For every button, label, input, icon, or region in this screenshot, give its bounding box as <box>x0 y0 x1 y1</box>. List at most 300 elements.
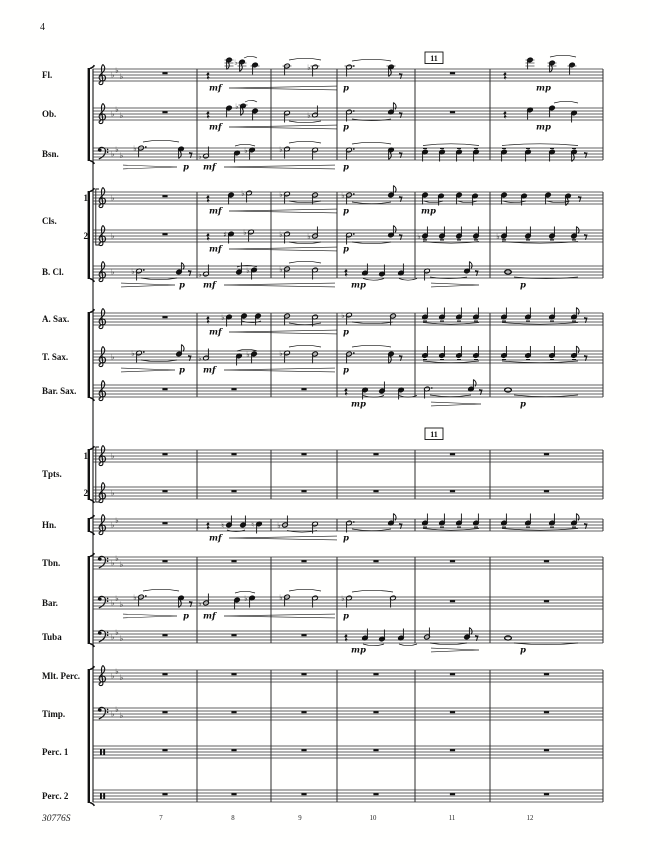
accidental: ♭ <box>307 231 311 241</box>
accidental: ♭ <box>279 144 283 154</box>
sub-bracket <box>96 447 99 502</box>
dynamic-p: p <box>343 83 349 94</box>
whole-rest <box>301 388 306 390</box>
staff-asx <box>42 308 603 338</box>
slur <box>352 345 391 347</box>
whole-rest <box>373 793 378 795</box>
key-signature-flat: ♭ <box>111 709 115 719</box>
accidental: ♭ <box>341 190 345 200</box>
bracket-hook-top <box>90 446 94 449</box>
instrument-label-ob: Ob. <box>42 109 57 119</box>
bracket-hook-top <box>90 309 94 312</box>
key-signature-flat: ♭ <box>111 451 115 461</box>
slur <box>352 590 393 592</box>
staff-tp1 <box>84 445 604 465</box>
accidental: ♭ <box>341 310 345 320</box>
whole-rest <box>301 749 306 751</box>
page-number: 4 <box>40 22 45 33</box>
sub-bracket <box>96 189 99 245</box>
instrument-label-tsx: T. Sax. <box>42 352 69 362</box>
whole-rest <box>162 634 167 636</box>
crescendo-hairpin <box>229 125 337 127</box>
staff-tbn <box>42 554 603 569</box>
whole-rest <box>450 490 455 492</box>
instrument-label-asx: A. Sax. <box>42 314 70 324</box>
group-bracket <box>88 312 90 398</box>
group-bracket <box>88 556 90 644</box>
quarter-rest <box>206 315 210 323</box>
key-signature-flat: ♭ <box>115 105 119 114</box>
bracket-hook-bottom <box>90 398 94 401</box>
dynamic-mf: mf <box>209 83 222 94</box>
bracket-hook-top <box>90 65 94 68</box>
dynamic-mf: mf <box>203 365 216 376</box>
staff-number-tp1: 1 <box>83 451 88 461</box>
crescendo-hairpin <box>229 536 337 538</box>
accidental: ♭ <box>279 189 283 199</box>
instrument-label-mpc: Mlt. Perc. <box>42 671 81 681</box>
accidental: ♭ <box>131 266 135 276</box>
instrument-label-hn: Hn. <box>42 520 57 530</box>
accidental: ♭ <box>235 101 239 111</box>
staff-mpc <box>42 665 603 685</box>
accidental: ♭ <box>221 312 225 322</box>
slur <box>245 100 257 102</box>
accidental: ♭ <box>307 62 311 72</box>
whole-rest <box>450 453 455 455</box>
accidental: ♭ <box>279 592 283 602</box>
instrument-label-bsx: Bar. Sax. <box>42 386 77 396</box>
staff-bsx <box>42 380 603 410</box>
staff-bcl <box>42 261 603 290</box>
whole-rest <box>301 453 306 455</box>
instrument-label-bsn: Bsn. <box>42 149 59 159</box>
dynamic-mf: mf <box>209 327 222 338</box>
key-signature-flat: ♭ <box>115 705 119 714</box>
dynamic-p: p <box>520 280 526 291</box>
treble-clef-icon <box>99 308 105 328</box>
slur <box>289 345 321 347</box>
dynamic-mf: mf <box>209 244 222 255</box>
whole-rest <box>162 522 167 524</box>
whole-rest <box>301 711 306 713</box>
instrument-label-pc2: Perc. 2 <box>42 791 69 801</box>
decrescendo-hairpin <box>123 165 177 167</box>
accidental: ♭ <box>243 227 247 237</box>
whole-rest <box>301 673 306 675</box>
dynamic-p: p <box>343 533 349 544</box>
dynamic-p: p <box>183 611 189 622</box>
whole-rest <box>544 490 549 492</box>
accidental: ♭ <box>241 188 245 198</box>
whole-rest <box>544 793 549 795</box>
key-signature-flat: ♭ <box>115 554 119 563</box>
key-signature-flat: ♭ <box>119 560 124 569</box>
whole-rest <box>450 711 455 713</box>
treble-clef-icon <box>99 103 105 123</box>
slur <box>289 121 321 123</box>
measure-number: 10 <box>369 815 377 822</box>
accidental: ♭ <box>133 143 137 153</box>
accidental: ♭ <box>244 593 248 603</box>
slur <box>399 279 417 281</box>
key-signature-flat: ♭ <box>111 598 115 608</box>
slur <box>550 55 576 57</box>
decrescendo-hairpin <box>123 614 177 616</box>
slur <box>423 529 479 531</box>
accidental: ♭ <box>496 231 500 241</box>
accidental: ♮ <box>221 520 224 530</box>
measure-number: 11 <box>448 815 456 822</box>
dynamic-mf: mf <box>209 122 222 133</box>
staff-bsn <box>42 140 603 172</box>
quarter-rest <box>344 268 348 276</box>
accidental: ♭ <box>246 265 250 275</box>
key-signature-flat: ♭ <box>115 628 119 637</box>
accidental: ♭ <box>133 592 137 602</box>
slur <box>514 395 578 397</box>
whole-rest <box>162 560 167 562</box>
treble-clef-icon <box>99 380 105 400</box>
whole-rest <box>450 111 455 113</box>
key-signature-flat: ♭ <box>115 516 119 525</box>
staff-number-tp2: 2 <box>83 488 88 498</box>
staff-number-cl1: 1 <box>83 193 88 203</box>
accidental: ♭ <box>244 145 248 155</box>
instrument-group-label: Cls. <box>42 216 57 226</box>
whole-rest <box>231 711 236 713</box>
quarter-rest <box>206 110 210 118</box>
quarter-rest <box>344 387 348 395</box>
bracket-hook-bottom <box>90 644 94 647</box>
whole-rest <box>373 749 378 751</box>
slur <box>423 361 479 363</box>
dynamic-mp: mp <box>421 206 436 217</box>
key-signature-flat: ♭ <box>111 267 115 277</box>
dynamic-mp: mp <box>536 83 551 94</box>
staff-number-cl2: 2 <box>83 231 88 241</box>
dynamic-p: p <box>179 280 185 291</box>
slur <box>423 323 479 325</box>
key-signature-flat: ♭ <box>111 70 115 80</box>
decrescendo-hairpin <box>431 283 479 285</box>
slur <box>502 529 578 531</box>
whole-rest <box>162 388 167 390</box>
whole-rest <box>231 673 236 675</box>
quarter-rest <box>344 633 348 641</box>
slur <box>289 58 321 60</box>
slur <box>423 144 479 146</box>
bracket-hook-top <box>90 666 94 669</box>
key-signature-flat: ♭ <box>115 145 119 154</box>
bracket-hook-top <box>90 188 94 191</box>
accidental: ♭ <box>279 229 283 239</box>
whole-note <box>505 636 512 640</box>
slur <box>352 142 391 144</box>
dynamic-mp: mp <box>536 122 551 133</box>
dynamic-mp: mp <box>351 645 366 656</box>
slur <box>143 589 179 591</box>
treble-clef-icon <box>99 64 105 84</box>
crescendo-hairpin <box>229 86 337 88</box>
dynamic-mf: mf <box>209 206 222 217</box>
accidental: ♭ <box>246 349 250 359</box>
key-signature-flat: ♭ <box>119 111 124 120</box>
instrument-label-bar: Bar. <box>42 598 58 608</box>
whole-rest <box>162 72 167 74</box>
group-bracket <box>88 68 90 161</box>
treble-clef-icon <box>99 445 105 465</box>
staff-tba <box>42 628 603 656</box>
whole-rest <box>544 453 549 455</box>
decrescendo-hairpin <box>431 648 479 650</box>
accidental: ♭ <box>279 348 283 358</box>
accidental: ♭ <box>277 520 281 530</box>
dynamic-p: p <box>343 611 349 622</box>
slur <box>363 279 384 281</box>
slur <box>289 589 321 591</box>
treble-clef-icon <box>99 261 105 281</box>
slur <box>289 141 321 143</box>
whole-rest <box>301 490 306 492</box>
whole-rest <box>162 793 167 795</box>
whole-rest <box>162 711 167 713</box>
crescendo-hairpin <box>224 368 335 370</box>
accidental: ♭ <box>234 57 238 67</box>
whole-rest <box>231 388 236 390</box>
whole-rest <box>162 111 167 113</box>
key-signature-flat: ♭ <box>111 671 115 681</box>
slur <box>502 323 578 325</box>
accidental: ♭ <box>198 353 202 363</box>
staff-pc1 <box>42 746 603 758</box>
staff-cl1 <box>84 186 604 217</box>
rehearsal-mark-label: 11 <box>430 429 438 439</box>
staff-tmp <box>42 705 603 720</box>
dynamic-p: p <box>343 122 349 133</box>
dynamic-mp: mp <box>351 399 366 410</box>
staff-cl2 <box>84 225 604 254</box>
plate-number: 30776S <box>42 814 71 824</box>
accidental: ♭ <box>279 264 283 274</box>
key-signature-flat: ♭ <box>119 72 124 81</box>
whole-rest <box>231 634 236 636</box>
slur <box>399 644 417 646</box>
whole-rest <box>450 673 455 675</box>
whole-rest <box>162 673 167 675</box>
slur <box>502 144 578 146</box>
dynamic-mf: mf <box>209 533 222 544</box>
group-bracket <box>88 518 90 532</box>
slur <box>352 529 391 531</box>
dynamic-mp: mp <box>351 280 366 291</box>
dynamic-p: p <box>343 244 349 255</box>
accidental: ♭ <box>198 598 202 608</box>
key-signature-flat: ♭ <box>115 66 119 75</box>
quarter-rest <box>206 71 210 79</box>
rehearsal-mark-label: 11 <box>430 53 438 63</box>
bracket-hook-bottom <box>90 161 94 164</box>
measure-number: 7 <box>159 815 163 822</box>
whole-rest <box>162 490 167 492</box>
dynamic-mf: mf <box>203 611 216 622</box>
staff-hn <box>42 514 603 544</box>
whole-rest <box>450 749 455 751</box>
whole-rest <box>373 711 378 713</box>
crescendo-hairpin <box>224 614 335 616</box>
whole-rest <box>450 560 455 562</box>
slur <box>430 395 471 397</box>
measure-number: 8 <box>231 815 235 822</box>
dynamic-p: p <box>343 365 349 376</box>
staff-bar <box>42 589 603 621</box>
slur <box>235 591 255 593</box>
dynamic-p: p <box>183 162 189 173</box>
crescendo-hairpin <box>229 209 337 211</box>
key-signature-flat: ♭ <box>111 352 115 362</box>
dynamic-p: p <box>520 399 526 410</box>
slur <box>352 59 391 61</box>
slur <box>289 323 321 325</box>
key-signature-flat: ♭ <box>119 673 124 682</box>
quarter-rest <box>206 194 210 202</box>
crescendo-hairpin <box>229 330 337 332</box>
staff-ob <box>42 100 603 132</box>
percussion-clef-icon <box>100 793 102 799</box>
whole-rest <box>231 749 236 751</box>
treble-clef-icon <box>99 346 105 366</box>
accidental: ♭ <box>341 593 345 603</box>
whole-rest <box>231 490 236 492</box>
whole-rest <box>301 793 306 795</box>
quarter-rest <box>206 521 210 529</box>
key-signature-flat: ♭ <box>119 600 124 609</box>
key-signature-flat: ♭ <box>119 711 124 720</box>
treble-clef-icon <box>99 187 105 207</box>
bracket-hook-bottom <box>90 803 94 806</box>
whole-rest <box>544 749 549 751</box>
slur <box>244 56 257 58</box>
whole-rest <box>231 453 236 455</box>
whole-rest <box>162 749 167 751</box>
accidental: ♭ <box>198 269 202 279</box>
staff-tsx <box>42 345 603 376</box>
treble-clef-icon <box>99 482 105 502</box>
dynamic-p: p <box>343 327 349 338</box>
whole-rest <box>373 490 378 492</box>
crescendo-hairpin <box>229 247 337 249</box>
accidental: ♮ <box>251 519 254 529</box>
whole-rest <box>301 634 306 636</box>
whole-note <box>505 388 512 392</box>
accidental: ♯ <box>223 229 227 239</box>
whole-rest <box>544 673 549 675</box>
whole-rest <box>162 233 167 235</box>
treble-clef-icon <box>99 514 105 534</box>
decrescendo-hairpin <box>121 368 175 370</box>
decrescendo-hairpin <box>121 283 175 285</box>
instrument-label-tba: Tuba <box>42 632 62 642</box>
whole-rest <box>231 793 236 795</box>
instrument-label-pc1: Perc. 1 <box>42 747 69 757</box>
key-signature-flat: ♭ <box>119 634 124 643</box>
bracket-hook-top <box>90 553 94 556</box>
dynamic-p: p <box>520 645 526 656</box>
accidental: ♭ <box>307 110 311 120</box>
whole-rest <box>301 560 306 562</box>
accidental: ♭ <box>198 151 202 161</box>
slur <box>352 202 391 204</box>
instrument-label-fl: Fl. <box>42 70 53 80</box>
staff-pc2 <box>42 790 603 802</box>
quarter-rest <box>503 110 507 118</box>
whole-rest <box>373 673 378 675</box>
whole-rest <box>544 711 549 713</box>
dynamic-p: p <box>179 365 185 376</box>
decrescendo-hairpin <box>431 402 481 404</box>
instrument-label-tbn: Tbn. <box>42 558 61 568</box>
instrument-group-label: Tpts. <box>42 469 62 479</box>
instrument-label-tmp: Timp. <box>42 709 66 719</box>
measure-number: 9 <box>298 815 302 822</box>
accidental: ♭ <box>131 348 135 358</box>
key-signature-flat: ♭ <box>111 488 115 498</box>
key-signature-flat: ♭ <box>115 667 119 676</box>
whole-rest <box>162 316 167 318</box>
whole-rest <box>373 453 378 455</box>
whole-rest <box>450 72 455 74</box>
bracket-hook-top <box>90 515 94 518</box>
bracket-hook-bottom <box>90 532 94 535</box>
key-signature-flat: ♭ <box>111 149 115 159</box>
dynamic-p: p <box>343 206 349 217</box>
slur <box>363 644 384 646</box>
whole-rest <box>544 600 549 602</box>
key-signature-flat: ♭ <box>111 632 115 642</box>
instrument-label-bcl: B. Cl. <box>42 267 64 277</box>
whole-rest <box>162 453 167 455</box>
key-signature-flat: ♭ <box>111 558 115 568</box>
key-signature-flat: ♭ <box>115 594 119 603</box>
accidental: ♭ <box>417 231 421 241</box>
slur <box>143 140 179 142</box>
dynamic-mf: mf <box>203 280 216 291</box>
quarter-rest <box>206 232 210 240</box>
treble-clef-icon <box>99 665 105 685</box>
group-bracket <box>88 669 90 803</box>
key-signature-flat: ♭ <box>111 193 115 203</box>
whole-rest <box>450 600 455 602</box>
quarter-rest <box>503 71 507 79</box>
key-signature-flat: ♭ <box>111 520 115 530</box>
key-signature-flat: ♭ <box>111 109 115 119</box>
measure-number: 12 <box>526 815 534 822</box>
dynamic-p: p <box>343 162 349 173</box>
dynamic-mf: mf <box>203 162 216 173</box>
treble-clef-icon <box>99 225 105 245</box>
crescendo-hairpin <box>224 283 335 285</box>
whole-rest <box>373 560 378 562</box>
crescendo-hairpin <box>224 165 335 167</box>
bracket-hook-bottom <box>90 279 94 282</box>
key-signature-flat: ♭ <box>111 231 115 241</box>
percussion-clef-icon <box>100 749 102 755</box>
whole-rest <box>450 793 455 795</box>
whole-rest <box>231 560 236 562</box>
whole-rest <box>162 195 167 197</box>
slur <box>554 101 578 103</box>
slur <box>502 361 578 363</box>
